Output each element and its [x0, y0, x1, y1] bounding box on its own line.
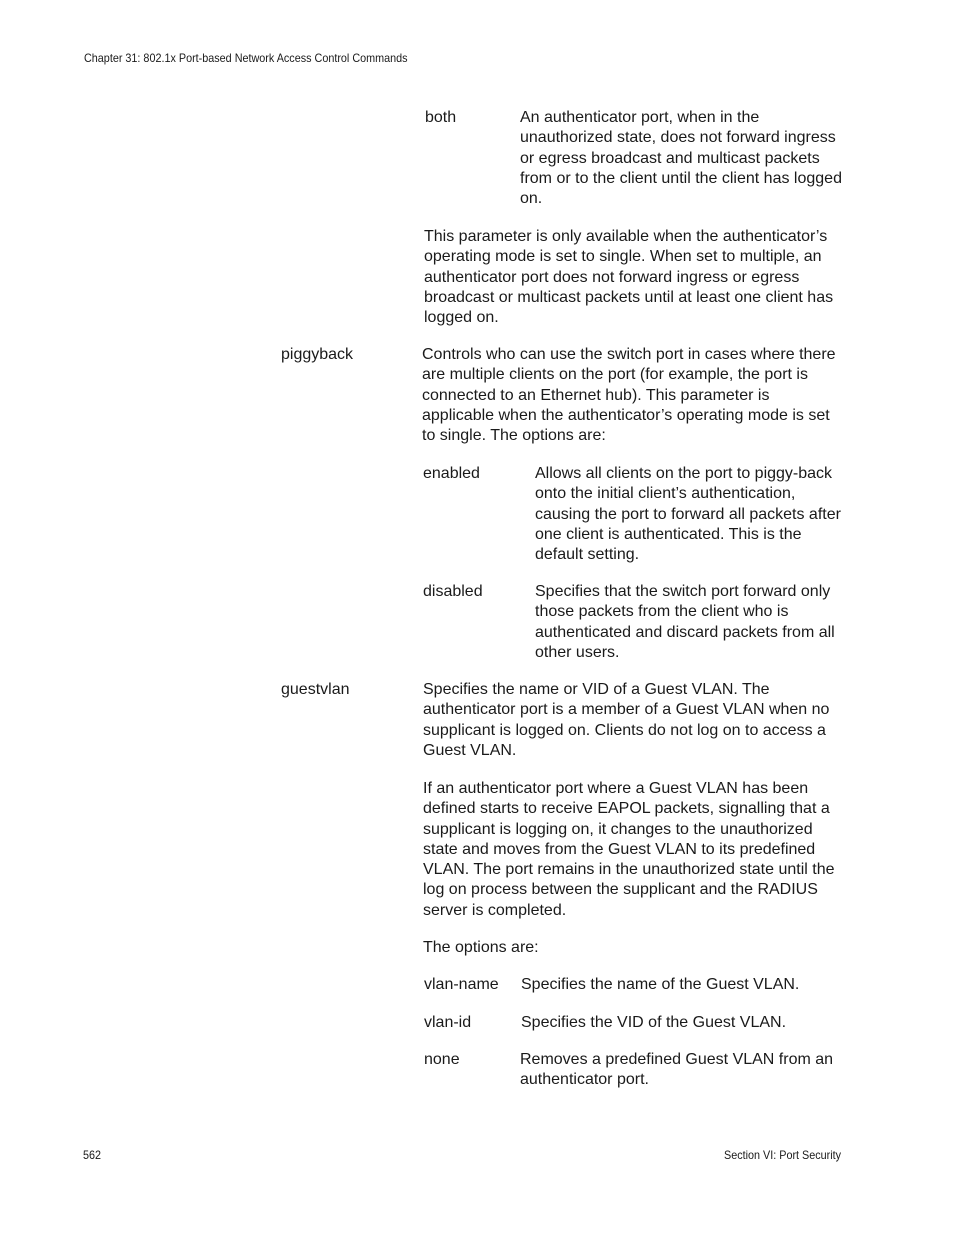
desc-piggyback: Controls who can use the switch port in cases where there are multiple clients on the port (for example, the port is connected to an Ethernet hub). This parameter is applicable when the authenticator’s operating mode is set to single. The options are: [422, 346, 836, 445]
term-vlan-id: vlan-id [424, 1014, 472, 1031]
desc-guestvlan: Specifies the name or VID of a Guest VLAN. The authenticator port is a member of a Guest VLAN when no supplicant is logged on. Clients do not log on to access a Guest VLAN. [423, 681, 830, 759]
desc-guestvlan-behavior: If an authenticator port where a Guest VLAN has been defined starts to receive EAPOL packets, signalling that a supplicant is logging on, it changes to the unauthorized state and moves from the Guest VLAN to its predefined VLAN. The port remains in the unauthorized state until the log on process between the supplicant and the RADIUS server is completed. [423, 780, 835, 919]
term-none: none [424, 1051, 460, 1068]
term-piggyback: piggyback [281, 346, 354, 363]
term-disabled: disabled [423, 583, 483, 600]
page-number: 562 [83, 1148, 102, 1162]
term-enabled: enabled [423, 465, 480, 482]
desc-both: An authenticator port, when in the unauthorized state, does not forward ingress or egress broadcast and multicast packets from or to the client until the client has logged on. [520, 109, 842, 208]
note-operating-mode: This parameter is only available when the authenticator’s operating mode is set to single. When set to multiple, an authenticator port does not forward ingress or egress broadcast or multicast packets until at least one client has logged on. [424, 228, 834, 327]
term-guestvlan: guestvlan [281, 681, 350, 698]
desc-disabled: Specifies that the switch port forward only those packets from the client who is authenticated and discard packets from all other users. [535, 583, 835, 661]
term-vlan-name: vlan-name [424, 976, 499, 993]
term-both: both [425, 109, 457, 126]
section-title: Section VI: Port Security [723, 1148, 841, 1162]
desc-vlan-id: Specifies the VID of the Guest VLAN. [521, 1014, 787, 1031]
options-intro: The options are: [423, 939, 539, 956]
desc-enabled: Allows all clients on the port to piggy-back onto the initial client’s authentication, causing the port to forward all packets after one client is authenticated. This is the default setting. [535, 465, 841, 564]
desc-vlan-name: Specifies the name of the Guest VLAN. [521, 976, 800, 993]
running-header: Chapter 31: 802.1x Port-based Network Access Control Commands [84, 51, 408, 65]
desc-none: Removes a predefined Guest VLAN from an authenticator port. [520, 1051, 834, 1089]
